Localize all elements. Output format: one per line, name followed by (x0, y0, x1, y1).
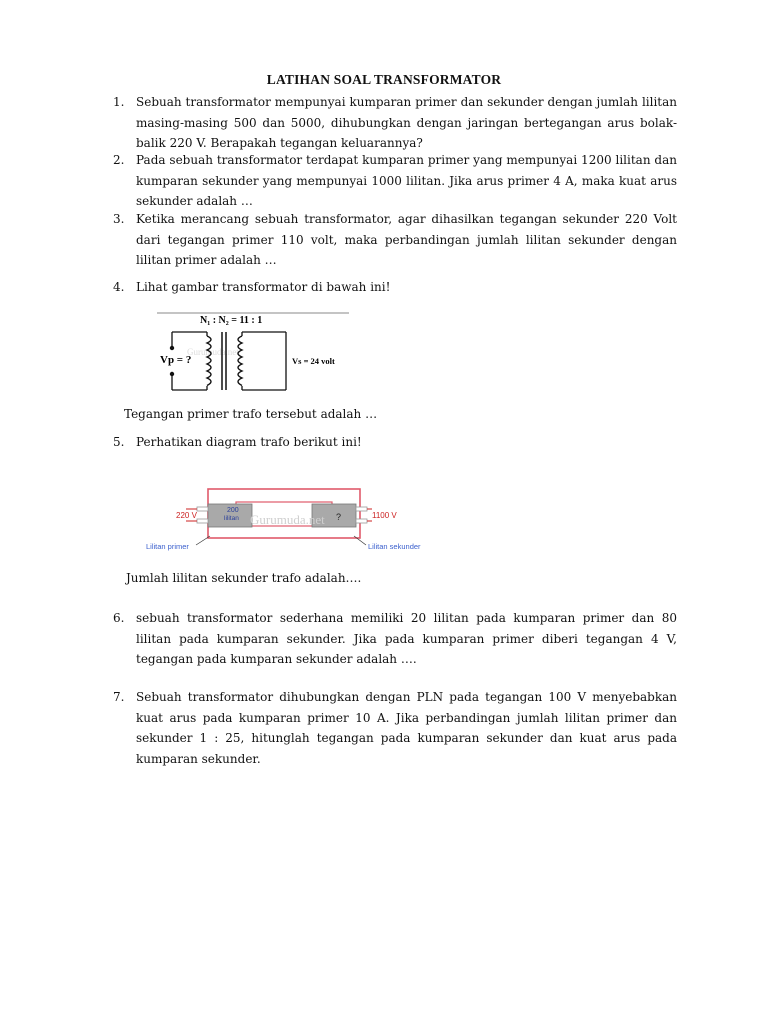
turns-ratio-label: N₁ : N₂ = 11 : 1 (200, 315, 263, 326)
question-text: Lihat gambar transformator di bawah ini! (136, 280, 391, 294)
vs-label: Vs = 24 volt (292, 356, 335, 366)
question-number: 1. (113, 95, 125, 109)
watermark-text: Gurumuda.net (250, 512, 325, 527)
page-title: LATIHAN SOAL TRANSFORMATOR (266, 72, 502, 87)
question-text: Sebuah transformator dihubungkan dengan PLN pada tegangan 100 V menyebabkan kuat arus pada kumparan primer 10 A. Jika perbandingan jumlah lilitan primer dan sekunder 1 : 25, hitunglah tegangan pada kumparan sekunder dan kuat arus pada kumparan sekunder. (136, 690, 677, 766)
secondary-coil-label: Lilitan sekunder (368, 542, 421, 551)
question-text: Pada sebuah transformator terdapat kumparan primer yang mempunyai 1200 lilitan dan kumparan sekunder yang mempunyai 1000 lilitan. Jika arus primer 4 A, maka kuat arus sekunder adalah … (136, 153, 677, 208)
question-7 (113, 687, 677, 769)
primary-coil-label: Lilitan primer (146, 542, 189, 551)
watermark-text: Gurumuda.net (187, 347, 239, 357)
question-text: Perhatikan diagram trafo berikut ini! (136, 435, 362, 449)
secondary-lead (356, 519, 367, 523)
question-5 (113, 432, 677, 453)
secondary-coil (238, 336, 242, 386)
terminal-dot (170, 372, 174, 376)
question-number: 4. (113, 280, 125, 294)
question-1 (113, 92, 677, 154)
question-number: 3. (113, 212, 125, 226)
figure-1-caption: Tegangan primer trafo tersebut adalah … (124, 407, 378, 421)
question-number: 5. (113, 435, 125, 449)
question-number: 6. (113, 611, 125, 625)
terminal-dot (170, 346, 174, 350)
question-4 (113, 277, 677, 298)
question-text: sebuah transformator sederhana memiliki 20 lilitan pada kumparan primer dan 80 lilitan pada kumparan sekunder. Jika pada kumparan primer diberi tegangan 4 V, tegangan pada kumparan sekunder adalah …. (136, 611, 677, 666)
transformer-figure-2 (140, 486, 440, 554)
secondary-voltage: 1100 V (372, 511, 397, 520)
figure-2-caption: Jumlah lilitan sekunder trafo adalah…. (126, 571, 362, 585)
secondary-turns: ? (336, 512, 342, 522)
secondary-lead (356, 507, 367, 511)
primary-lead (197, 507, 208, 511)
primary-voltage: 220 V (176, 511, 197, 520)
primary-lead (197, 519, 208, 523)
question-2 (113, 150, 677, 212)
primary-turns-unit: lilitan (224, 515, 239, 522)
primary-coil (207, 336, 211, 386)
question-3 (113, 209, 677, 271)
question-number: 2. (113, 153, 125, 167)
question-text: Ketika merancang sebuah transformator, agar dihasilkan tegangan sekunder 220 Volt dari tegangan primer 110 volt, maka perbandingan jumlah lilitan sekunder dengan lilitan primer adalah … (136, 212, 677, 267)
question-text: Sebuah transformator mempunyai kumparan primer dan sekunder dengan jumlah lilitan masing-masing 500 dan 5000, dihubungkan dengan jaringan bertegangan arus bolak-balik 220 V. Berapakah tegangan keluarannya? (136, 95, 677, 150)
vp-label: Vp = ? (160, 354, 192, 366)
primary-pointer (196, 536, 210, 545)
primary-turns: 200 (227, 507, 239, 514)
question-number: 7. (113, 690, 125, 704)
transformer-figure-1 (152, 310, 352, 400)
question-6 (113, 608, 677, 670)
